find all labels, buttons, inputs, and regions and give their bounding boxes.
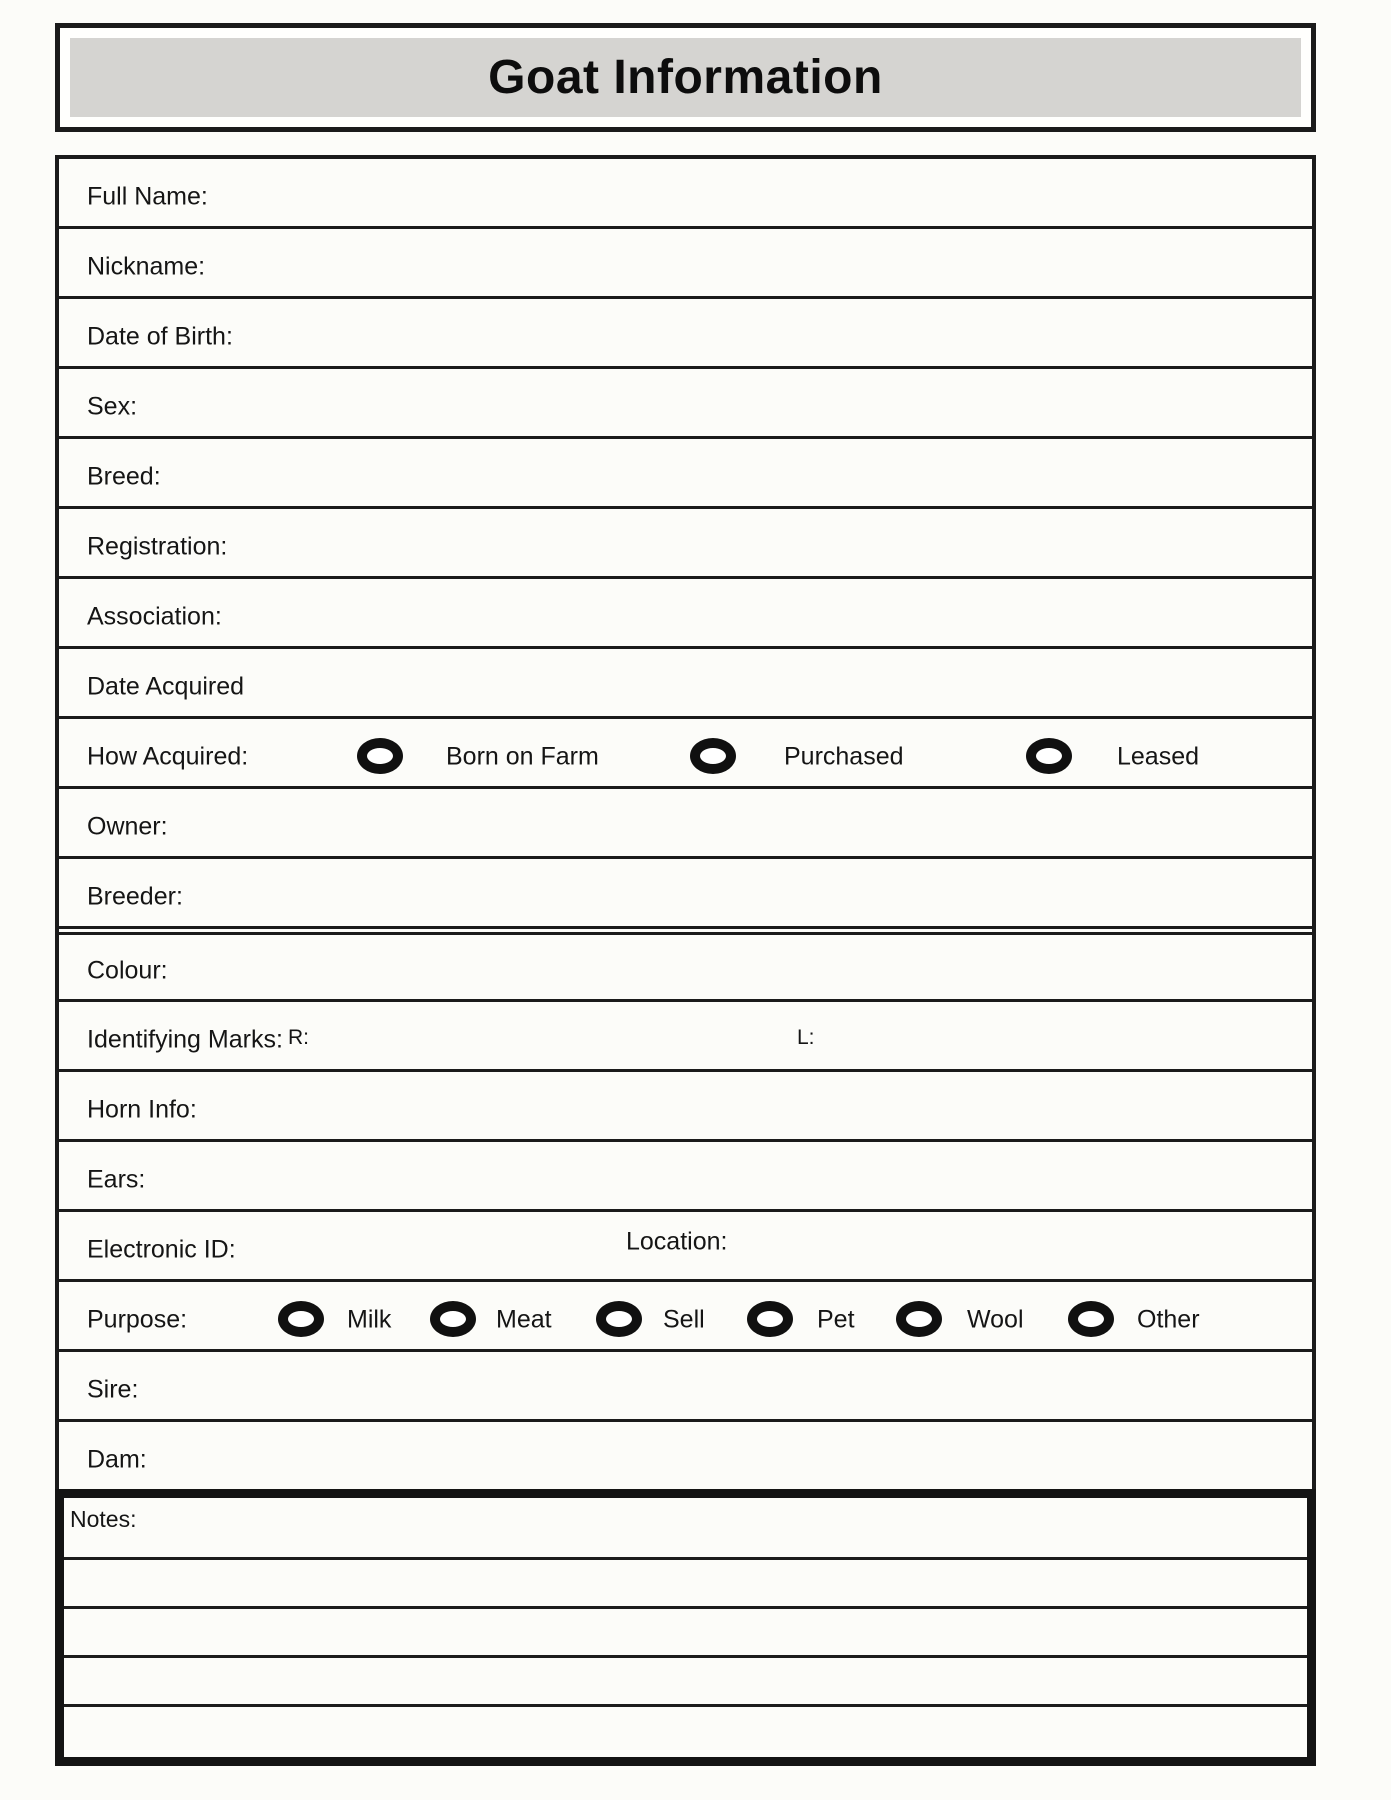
dam-label: Dam:: [87, 1445, 147, 1473]
notes-ruled-line: [64, 1557, 1307, 1560]
how-acquired-field: [59, 719, 1312, 789]
owner-field[interactable]: [59, 789, 1312, 859]
purpose-field: [59, 1282, 1312, 1352]
wool-radio-icon[interactable]: [896, 1301, 942, 1337]
how-acquired-label: How Acquired:: [87, 742, 249, 770]
breed-field[interactable]: [59, 439, 1312, 509]
form-grid: [55, 155, 1316, 1493]
notes-label: Notes:: [70, 1506, 137, 1532]
pet-option-label: Pet: [817, 1305, 855, 1333]
nickname-field[interactable]: [59, 229, 1312, 299]
identifying-marks-field[interactable]: [59, 1002, 1312, 1072]
association-field[interactable]: [59, 579, 1312, 649]
leased-option-label: Leased: [1117, 742, 1200, 770]
other-radio-icon[interactable]: [1068, 1301, 1114, 1337]
meat-option-label: Meat: [496, 1305, 552, 1333]
ears-label: Ears:: [87, 1165, 146, 1193]
marks-left-label: L:: [797, 1025, 815, 1049]
full-name-label: Full Name:: [87, 182, 208, 210]
date-acquired-label: Date Acquired: [87, 672, 245, 700]
breed-label: Breed:: [87, 462, 161, 490]
sire-label: Sire:: [87, 1375, 139, 1403]
milk-option-label: Milk: [347, 1305, 392, 1333]
form-title-banner: [70, 38, 1301, 117]
pet-radio-icon[interactable]: [747, 1301, 793, 1337]
form-title-box: [55, 23, 1316, 132]
location-label: Location:: [626, 1227, 728, 1255]
registration-field[interactable]: [59, 509, 1312, 579]
marks-right-label: R:: [288, 1025, 309, 1049]
born-on-farm-option-label: Born on Farm: [446, 742, 599, 770]
breeder-field[interactable]: [59, 859, 1312, 926]
association-label: Association:: [87, 602, 222, 630]
registration-label: Registration:: [87, 532, 228, 560]
leased-radio-icon[interactable]: [1026, 738, 1072, 774]
sex-field[interactable]: [59, 369, 1312, 439]
wool-option-label: Wool: [967, 1305, 1024, 1333]
colour-field[interactable]: [59, 926, 1312, 1002]
purchased-radio-icon[interactable]: [690, 738, 736, 774]
horn-info-label: Horn Info:: [87, 1095, 197, 1123]
meat-radio-icon[interactable]: [430, 1301, 476, 1337]
date-of-birth-field[interactable]: [59, 299, 1312, 369]
sex-label: Sex:: [87, 392, 138, 420]
notes-ruled-line: [64, 1704, 1307, 1707]
notes-ruled-line: [64, 1655, 1307, 1658]
full-name-field[interactable]: [59, 159, 1312, 229]
purpose-label: Purpose:: [87, 1305, 188, 1333]
notes-section[interactable]: [55, 1489, 1316, 1766]
other-option-label: Other: [1137, 1305, 1200, 1333]
page-title: Goat Information: [488, 51, 883, 104]
notes-ruled-line: [64, 1606, 1307, 1609]
horn-info-field[interactable]: [59, 1072, 1312, 1142]
nickname-label: Nickname:: [87, 252, 206, 280]
sell-radio-icon[interactable]: [596, 1301, 642, 1337]
dam-field[interactable]: [59, 1422, 1312, 1489]
identifying-marks-label: Identifying Marks:: [87, 1025, 283, 1053]
born-on-farm-radio-icon[interactable]: [357, 738, 403, 774]
ears-field[interactable]: [59, 1142, 1312, 1212]
date-acquired-field[interactable]: [59, 649, 1312, 719]
date-of-birth-label: Date of Birth:: [87, 322, 233, 350]
owner-label: Owner:: [87, 812, 168, 840]
colour-label: Colour:: [87, 956, 168, 985]
sell-option-label: Sell: [663, 1305, 705, 1333]
electronic-id-field[interactable]: [59, 1212, 1312, 1282]
electronic-id-label: Electronic ID:: [87, 1235, 236, 1263]
sire-field[interactable]: [59, 1352, 1312, 1422]
purchased-option-label: Purchased: [784, 742, 904, 770]
milk-radio-icon[interactable]: [278, 1301, 324, 1337]
breeder-label: Breeder:: [87, 882, 183, 910]
